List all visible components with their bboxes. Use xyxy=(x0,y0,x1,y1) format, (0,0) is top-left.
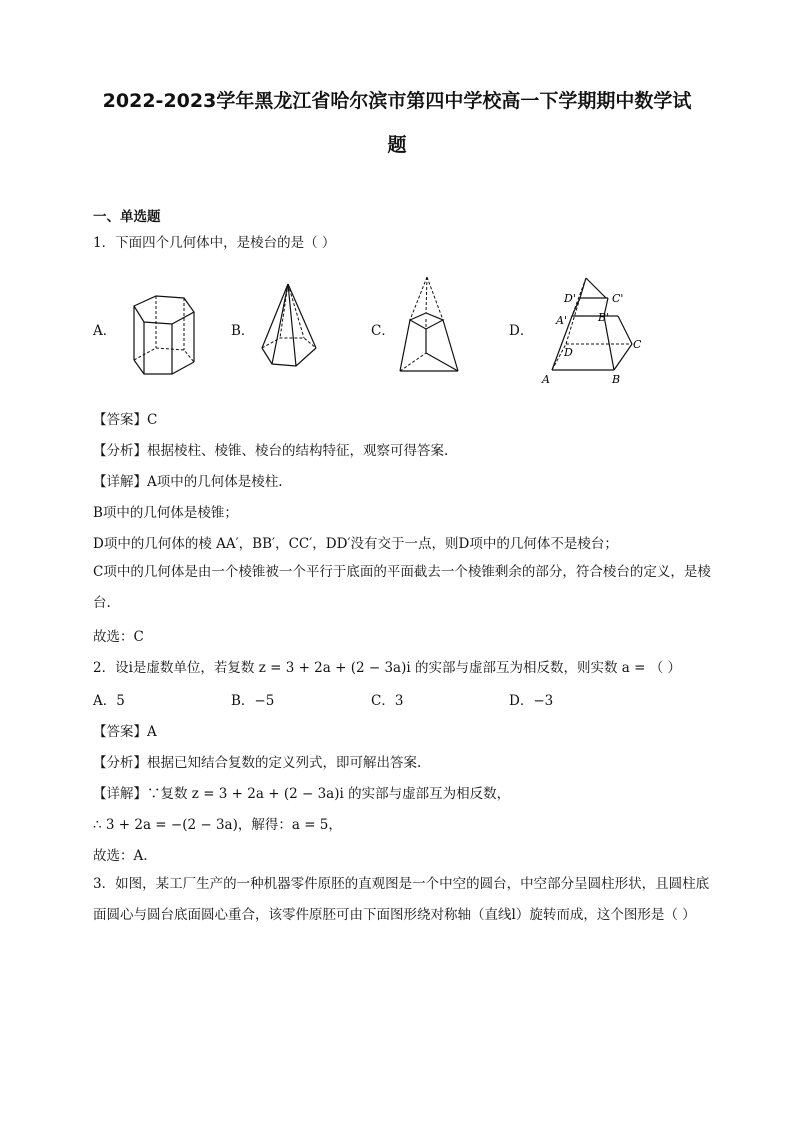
q2-option-b: B．−5 xyxy=(231,693,275,709)
q1-detail: 【详解】A项中的几何体是棱柱. xyxy=(93,474,283,490)
document-title: 2022-2023学年黑龙江省哈尔滨市第四中学校高一下学期期中数学试 xyxy=(102,90,692,112)
q1-figure-a-hexagonal-prism xyxy=(128,290,200,380)
q1-option-d-label: D． xyxy=(509,323,534,339)
label-b-prime: B' xyxy=(598,311,610,324)
q2-detail-equation: ∴ 3 + 2a = −(2 − 3a)，解得：a = 5， xyxy=(93,817,342,833)
q1-conclusion: 故选：C xyxy=(93,629,144,645)
q1-figure-b-pyramid xyxy=(258,282,320,374)
label-d: D xyxy=(564,346,573,359)
q2-detail: 【详解】∵复数 z = 3 + 2a + (2 − 3a)i 的实部与虚部互为相反数， xyxy=(93,786,511,802)
q1-analysis: 【分析】根据棱柱、棱锥、棱台的结构特征，观察可得答案. xyxy=(93,443,449,459)
q2-analysis: 【分析】根据已知结合复数的定义列式，即可解出答案. xyxy=(93,755,422,771)
q2-stem: 2．设i是虚数单位，若复数 z = 3 + 2a + (2 − 3a)i 的实部与虚部互为相反数，则实数 a = （ ） xyxy=(93,660,682,676)
section-heading: 一、单选题 xyxy=(93,209,161,225)
q2-option-c: C．3 xyxy=(371,693,404,709)
label-c: C xyxy=(633,338,642,351)
q3-stem: 3．如图，某工厂生产的一种机器零件原胚的直观图是一个中空的圆台，中空部分呈圆柱形状，且圆柱底面圆心与圆台底面圆心重合，该零件原胚可由下面图形绕对称轴（直线l）旋转而成，这个图形是（ ） xyxy=(93,876,710,923)
q2-option-d: D．−3 xyxy=(509,693,554,709)
label-c-prime: C' xyxy=(612,292,624,305)
q1-figure-c-frustum xyxy=(398,275,460,379)
q2-answer: 【答案】A xyxy=(93,724,157,740)
label-a-prime: A' xyxy=(556,314,567,327)
q1-option-b-label: B． xyxy=(231,323,255,339)
document-title-continued: 题 xyxy=(387,134,407,156)
q1-option-a-label: A． xyxy=(93,323,117,339)
q1-figure-d-truncated-solid xyxy=(538,276,648,386)
q2-option-a: A．5 xyxy=(93,693,125,709)
label-b: B xyxy=(612,373,621,386)
q2-conclusion: 故选：A. xyxy=(93,848,148,864)
q1-answer: 【答案】C xyxy=(93,412,158,428)
q1-stem: 1．下面四个几何体中，是棱台的是（ ） xyxy=(93,235,336,251)
q1-detail-b: B项中的几何体是棱锥； xyxy=(93,505,238,521)
label-d-prime: D' xyxy=(564,292,576,305)
label-a: A xyxy=(542,373,550,386)
q1-detail-d: D项中的几何体的棱 AA′，BB′，CC′，DD′没有交于一点，则D项中的几何体不是棱台； xyxy=(93,536,618,552)
q1-detail-c: C项中的几何体是由一个棱锥被一个平行于底面的平面截去一个棱锥剩余的部分，符合棱台的定义，是棱台. xyxy=(93,564,711,611)
q1-option-c-label: C． xyxy=(371,323,395,339)
